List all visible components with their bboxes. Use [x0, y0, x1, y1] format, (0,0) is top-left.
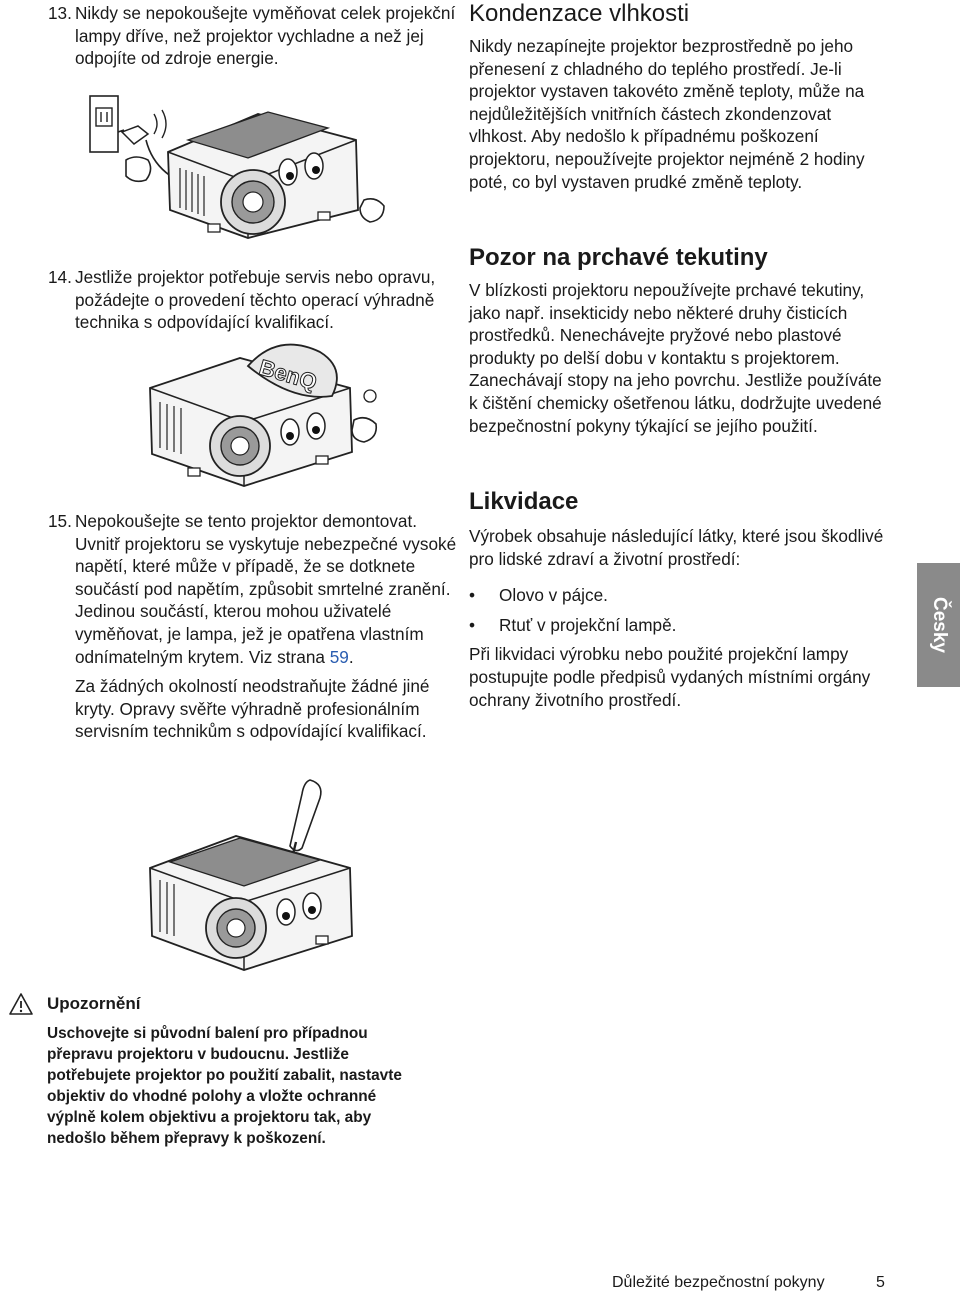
section-heading: Pozor na prchavé tekutiny: [469, 244, 768, 271]
warning-icon: [8, 992, 34, 1016]
warning-title: Upozornění: [47, 994, 141, 1013]
warning-text: Uschovejte si původní balení pro případnou přepravu projektoru v budoucnu. Jestliže potřebujete projektor po použití zabalit, nastavte objektiv do vhodné polohy a vložte ochranné výplně kolem objektivu a projektoru tak, aby nedošlo během přepravy k poškození.: [47, 1025, 402, 1147]
section-text: Nikdy nezapínejte projektor bezprostředně po jeho přenesení z chladného do teplého prostředí. Je-li projektor vystaven takovéto změně teploty, může na nejdůležitějších vnitřních částech zkondenzovat vlhkost. Aby nedošlo k případnému poškození projektoru, nepoužívejte projektor nejméně 2 hodiny poté, co byl vystaven prudké změně teploty.: [469, 36, 865, 192]
bullet-icon: •: [469, 614, 476, 635]
bullet-list: [469, 584, 889, 636]
list-item: • Olovo v pájce.: [469, 585, 608, 606]
language-side-tab: [917, 563, 960, 687]
section-condensation: [469, 0, 889, 193]
projector-lamp-illustration: [88, 92, 388, 252]
footer-title: Důležité bezpečnostní pokyny: [612, 1274, 825, 1291]
section-volatile: [469, 244, 889, 437]
page-link[interactable]: 59: [329, 646, 349, 667]
item-text-2: Za žádných okolností neodstraňujte žádné jiné kryty. Opravy svěřte výhradně profesionálním servisním technikům s odpovídající kvalifikací.: [75, 676, 430, 742]
item-13: [48, 2, 458, 70]
section-disposal: [469, 488, 889, 711]
item-14: [48, 266, 458, 334]
section-text: V blízkosti projektoru nepoužívejte prchavé tekutiny, jako např. insekticidy nebo některé druhy čisticích prostředků. Nenechávejte pryžové nebo plastové produkty po delší dobu v kontaktu s projektorem. Zanechávají stopy na jeho povrchu. Jestliže používáte k čištění chemicky ošetřenou látku, dodržujte uvedené bezpečnostní pokyny týkající se jejího použití.: [469, 280, 882, 436]
list-item: • Rtuť v projekční lampě.: [469, 614, 677, 635]
item-15: [48, 510, 458, 743]
page-number: 5: [876, 1274, 885, 1291]
item-text: Jestliže projektor potřebuje servis nebo opravu, požádejte o provedení těchto operací výhradně technika s odpovídající kvalifikací.: [75, 267, 436, 333]
benq-logo: BenQ: [256, 354, 320, 395]
projector-service-illustration: [140, 336, 390, 496]
item-text: Uvnitř projektoru se vyskytuje nebezpečné vysoké napětí, které může v případě, že se dotknete součástí pod napětím, způsobit smrtelné zranění. Jedinou součástí, kterou mohou uživatelé vyměňovat, je lampa, jež je opatřena vlastním odnímatelným krytem. Viz strana 59.: [75, 533, 457, 667]
item-title: Nepokoušejte se tento projektor demontovat.: [75, 511, 418, 531]
section-intro: Výrobek obsahuje následující látky, které jsou škodlivé pro lidské zdraví a životní prostředí:: [469, 526, 884, 569]
side-tab-label: Česky: [928, 597, 950, 653]
item-text: Nikdy se nepokoušejte vyměňovat celek projekční lampy dříve, než projektor vychladne a než jej odpojíte od zdroje energie.: [75, 3, 456, 69]
bullet-icon: •: [469, 585, 476, 606]
section-outro: Při likvidaci výrobku nebo použité projekční lampy postupujte podle předpisů vydaných místními orgány ochrany životního prostředí.: [469, 644, 871, 710]
item-number: 14.: [48, 267, 72, 287]
projector-disassembly-illustration: [140, 776, 370, 976]
item-number: 13.: [48, 3, 72, 23]
item-number: 15.: [48, 511, 72, 531]
section-heading: Likvidace: [469, 488, 579, 515]
section-heading: Kondenzace vlhkosti: [469, 0, 690, 27]
